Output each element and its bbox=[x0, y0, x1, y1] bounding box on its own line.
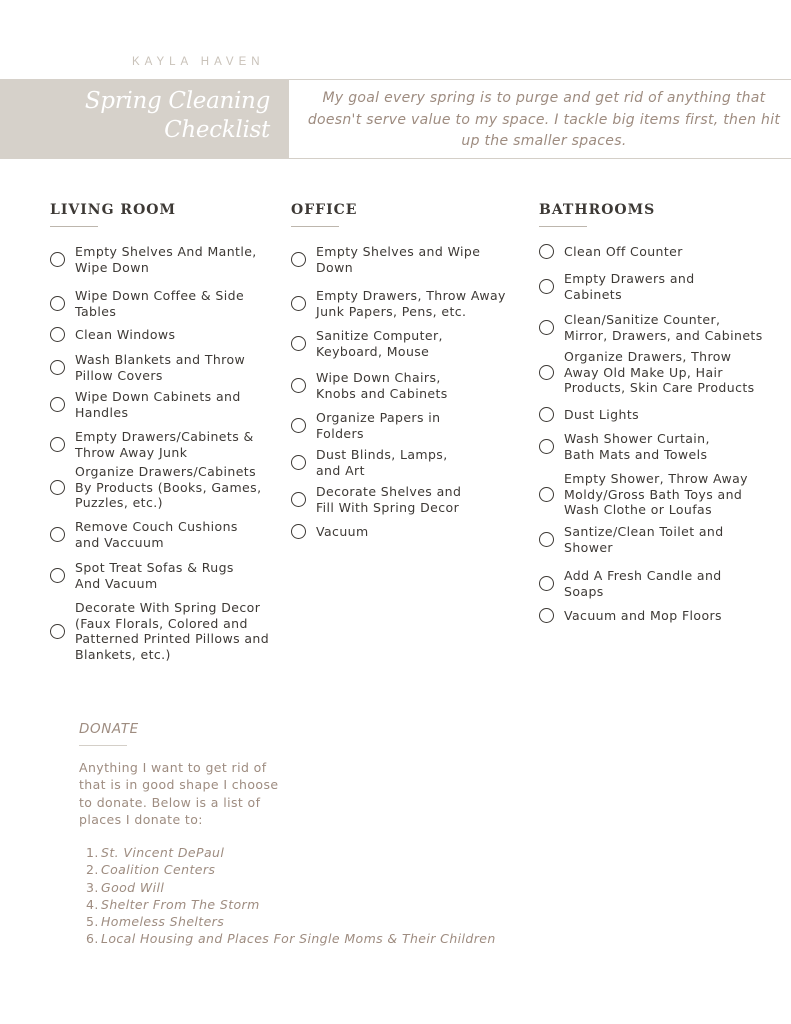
donation-place bbox=[86, 930, 496, 947]
checklist-item-label: Santize/Clean Toilet and Shower bbox=[564, 524, 724, 555]
checkbox-circle[interactable] bbox=[50, 296, 65, 311]
checklist-item-label: Clean Windows bbox=[75, 327, 176, 342]
checklist-item-label: Organize Drawers, Throw Away Old Make Up, Hair Products, Skin Care Products bbox=[564, 349, 755, 395]
checkbox-circle[interactable] bbox=[50, 360, 65, 375]
checklist-item bbox=[50, 600, 269, 662]
checklist-item bbox=[50, 288, 244, 319]
title-line-2: Checklist bbox=[164, 117, 270, 143]
list-number: 2. bbox=[86, 862, 99, 878]
checklist-item-label: Wipe Down Coffee & Side Tables bbox=[75, 288, 245, 319]
list-number: 3. bbox=[86, 879, 99, 895]
checklist-item-label: Add A Fresh Candle and Soaps bbox=[564, 568, 722, 599]
checkbox-circle[interactable] bbox=[291, 492, 306, 507]
donation-place-label: Coalition Centers bbox=[101, 862, 216, 878]
checkbox-circle[interactable] bbox=[50, 252, 65, 267]
page-title bbox=[85, 87, 270, 145]
checkbox-circle[interactable] bbox=[539, 279, 554, 294]
checkbox-circle[interactable] bbox=[50, 397, 65, 412]
donation-place bbox=[86, 844, 496, 861]
checklist-item-label: Sanitize Computer, Keyboard, Mouse bbox=[316, 328, 443, 359]
checkbox-circle[interactable] bbox=[539, 532, 554, 547]
checkbox-circle[interactable] bbox=[539, 320, 554, 335]
checklist-item bbox=[539, 431, 710, 462]
checklist-item bbox=[50, 389, 241, 420]
checklist-item bbox=[539, 271, 695, 302]
checkbox-circle[interactable] bbox=[539, 487, 554, 502]
checkbox-circle[interactable] bbox=[291, 418, 306, 433]
donation-place bbox=[86, 913, 496, 930]
checklist-item-label: Clean Off Counter bbox=[564, 244, 683, 259]
heading-divider bbox=[50, 226, 98, 227]
bathrooms-heading: BATHROOMS bbox=[539, 202, 656, 218]
checklist-item-label: Wash Blankets and Throw Pillow Covers bbox=[75, 352, 246, 383]
checklist-item-label: Empty Drawers, Throw Away Junk Papers, Pens, etc. bbox=[316, 288, 506, 319]
checklist-item bbox=[291, 524, 369, 540]
checklist-item bbox=[50, 519, 238, 550]
checklist-item-label: Remove Couch Cushions and Vaccuum bbox=[75, 519, 238, 550]
donate-heading: DONATE bbox=[79, 721, 139, 737]
donation-place-label: Shelter From The Storm bbox=[101, 896, 260, 912]
checkbox-circle[interactable] bbox=[291, 252, 306, 267]
donation-place-label: Local Housing and Places For Single Moms & Their Children bbox=[101, 931, 496, 947]
checkbox-circle[interactable] bbox=[539, 439, 554, 454]
checklist-item-label: Empty Shower, Throw Away Moldy/Gross Bath Toys and Wash Clothe or Loufas bbox=[564, 471, 748, 517]
list-number: 5. bbox=[86, 914, 99, 930]
brand-name: KAYLA HAVEN bbox=[132, 56, 265, 68]
checklist-item bbox=[539, 349, 755, 396]
checklist-item-label: Empty Drawers and Cabinets bbox=[564, 271, 695, 302]
checklist-item bbox=[291, 410, 440, 441]
checklist-item-label: Vacuum bbox=[316, 524, 369, 539]
office-column bbox=[291, 202, 357, 227]
office-heading: OFFICE bbox=[291, 202, 358, 218]
checklist-item bbox=[539, 608, 722, 624]
checkbox-circle[interactable] bbox=[291, 296, 306, 311]
checklist-item bbox=[539, 524, 724, 555]
list-number: 4. bbox=[86, 896, 99, 912]
checklist-item-label: Decorate With Spring Decor (Faux Florals, Colored and Patterned Printed Pillows and Blankets, etc.) bbox=[75, 600, 270, 662]
donate-divider bbox=[79, 745, 127, 746]
donation-places-list bbox=[86, 844, 496, 948]
checklist-item bbox=[50, 464, 261, 511]
checklist-item-label: Dust Blinds, Lamps, and Art bbox=[316, 447, 448, 478]
checklist-item-label: Empty Shelves and Wipe Down bbox=[316, 244, 481, 275]
checklist-item bbox=[291, 370, 448, 401]
checklist-item-label: Organize Drawers/Cabinets By Products (Books, Games, Puzzles, etc.) bbox=[75, 464, 262, 510]
checklist-item bbox=[50, 560, 234, 591]
donation-place bbox=[86, 896, 496, 913]
checklist-item-label: Spot Treat Sofas & Rugs And Vacuum bbox=[75, 560, 234, 591]
checkbox-circle[interactable] bbox=[291, 524, 306, 539]
checkbox-circle[interactable] bbox=[50, 624, 65, 639]
checklist-item bbox=[291, 328, 443, 359]
checklist-item bbox=[50, 327, 175, 343]
checklist-item bbox=[539, 312, 763, 343]
checklist-item-label: Vacuum and Mop Floors bbox=[564, 608, 722, 623]
checklist-item bbox=[50, 244, 257, 275]
checkbox-circle[interactable] bbox=[539, 365, 554, 380]
checkbox-circle[interactable] bbox=[291, 378, 306, 393]
checklist-item bbox=[50, 429, 254, 460]
checklist-item-label: Decorate Shelves and Fill With Spring Decor bbox=[316, 484, 462, 515]
bathrooms-column bbox=[539, 202, 655, 227]
donation-place bbox=[86, 879, 496, 896]
donation-place bbox=[86, 861, 496, 878]
checklist-item-label: Wipe Down Cabinets and Handles bbox=[75, 389, 241, 420]
living-room-column bbox=[50, 202, 176, 227]
checkbox-circle[interactable] bbox=[50, 327, 65, 342]
checkbox-circle[interactable] bbox=[50, 527, 65, 542]
donation-place-label: St. Vincent DePaul bbox=[101, 845, 225, 860]
list-number: 1. bbox=[86, 845, 99, 860]
checklist-item bbox=[291, 244, 480, 275]
checklist-item-label: Organize Papers in Folders bbox=[316, 410, 441, 441]
donation-place-label: Good Will bbox=[101, 879, 165, 895]
checklist-item bbox=[539, 407, 639, 423]
title-box bbox=[0, 79, 289, 159]
heading-divider bbox=[539, 226, 587, 227]
goal-statement: My goal every spring is to purge and get rid of anything that doesn't serve value to my space. I tackle big items first, then hit up the smaller spaces. bbox=[307, 90, 781, 149]
title-line-1: Spring Cleaning bbox=[84, 88, 270, 114]
checkbox-circle[interactable] bbox=[50, 480, 65, 495]
checkbox-circle[interactable] bbox=[539, 576, 554, 591]
checklist-item bbox=[50, 352, 245, 383]
checklist-item-label: Wash Shower Curtain, Bath Mats and Towels bbox=[564, 431, 710, 462]
checkbox-circle[interactable] bbox=[539, 244, 554, 259]
header-banner bbox=[0, 79, 791, 159]
checklist-item-label: Empty Shelves And Mantle, Wipe Down bbox=[75, 244, 257, 275]
checklist-item-label: Wipe Down Chairs, Knobs and Cabinets bbox=[316, 370, 448, 401]
checklist-item-label: Dust Lights bbox=[564, 407, 640, 422]
checklist-item bbox=[539, 568, 722, 599]
donation-place-label: Homeless Shelters bbox=[101, 914, 225, 930]
checklist-item bbox=[291, 288, 506, 319]
checklist-item bbox=[539, 471, 748, 518]
checkbox-circle[interactable] bbox=[539, 608, 554, 623]
checkbox-circle[interactable] bbox=[291, 455, 306, 470]
checkbox-circle[interactable] bbox=[50, 568, 65, 583]
living-room-heading: LIVING ROOM bbox=[50, 202, 176, 218]
checkbox-circle[interactable] bbox=[539, 407, 554, 422]
checklist-item bbox=[291, 484, 461, 515]
list-number: 6. bbox=[86, 931, 99, 947]
checklist-item bbox=[291, 447, 448, 478]
checkbox-circle[interactable] bbox=[50, 437, 65, 452]
checklist-item-label: Clean/Sanitize Counter, Mirror, Drawers, and Cabinets bbox=[564, 312, 763, 343]
heading-divider bbox=[291, 226, 339, 227]
checkbox-circle[interactable] bbox=[291, 336, 306, 351]
checklist-item bbox=[539, 244, 683, 260]
checklist-item-label: Empty Drawers/Cabinets & Throw Away Junk bbox=[75, 429, 254, 460]
donate-description: Anything I want to get rid of that is in good shape I choose to donate. Below is a list of places I donate to: bbox=[79, 760, 279, 827]
